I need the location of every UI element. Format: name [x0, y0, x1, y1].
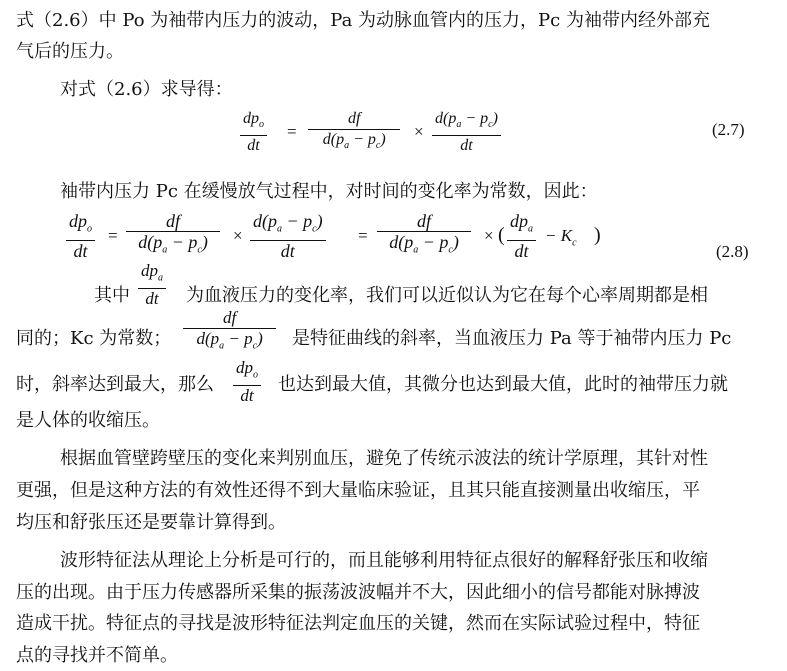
text-line: 也达到最大值，其微分也达到最大值，此时的袖带压力就: [278, 374, 728, 395]
fraction-lhs: $dp_o$ dt: [66, 212, 95, 260]
text-line: 其中: [94, 285, 130, 306]
text-line: 是特征曲线的斜率，当血液压力 Pa 等于袖带内压力 Pc: [292, 328, 732, 349]
fraction-dpa-dt: $\frac{d(p_a - p_c)}{dt}$: [432, 110, 501, 155]
text-line: 同的；Kc 为常数；: [16, 328, 172, 349]
text-line: 对式（2.6）求导得：: [60, 79, 233, 100]
fraction-dpa-dt: $\frac{d(p_a - p_c)}{dt}$: [250, 212, 326, 260]
equation-number: (2.7): [712, 120, 745, 139]
text-line: 波形特征法从理论上分析是可行的，而且能够利用特征点很好的解释舒张压和收缩: [60, 550, 708, 571]
fraction-dpa-dt: $dp_a$ dt: [138, 262, 166, 308]
fraction-df: $\frac{df}{d(p_a - p_c)}$: [308, 110, 400, 155]
fraction-lhs: $dp_o$ dt: [240, 110, 267, 155]
text-line: 点的寻找并不简单。: [16, 645, 178, 666]
paren-open: (: [498, 224, 505, 246]
equation-number: (2.8): [716, 242, 749, 261]
times-sign: ×: [484, 226, 494, 245]
text-line: 均压和舒张压还是要靠计算得到。: [16, 512, 286, 533]
equals-sign: =: [358, 226, 368, 245]
equals-sign: =: [287, 122, 297, 141]
text-line: 气后的压力。: [16, 41, 124, 62]
times-sign: ×: [233, 226, 243, 245]
text-line: 更强，但是这种方法的有效性还得不到大量临床验证，且其只能直接测量出收缩压，平: [16, 480, 700, 501]
fraction-df: $\frac{df}{d(p_a - p_c)}$: [126, 212, 220, 260]
text-line: 袖带内压力 Pc 在缓慢放气过程中，对时间的变化率为常数，因此：: [60, 181, 598, 202]
equals-sign: =: [108, 226, 118, 245]
text-line: 式（2.6）中 Po 为袖带内压力的波动，Pa 为动脉血管内的压力，Pc 为袖带内经外部充: [16, 10, 710, 31]
times-sign: ×: [414, 122, 424, 141]
text-line: 是人体的收缩压。: [16, 410, 160, 431]
text-line: 为血液压力的变化率，我们可以近似认为它在每个心率周期都是相: [186, 285, 708, 306]
fraction-df: $\frac{df}{d(p_a - p_c)}$: [377, 212, 471, 260]
text-line: 压的出现。由于压力传感器所采集的振荡波波幅并不大，因此细小的信号都能对脉搏波: [16, 582, 700, 603]
fraction-df-dpa-pc: $\frac{df}{d(p_a - p_c)}$: [183, 309, 276, 355]
text-line: 造成干扰。特征点的寻找是波形特征法判定血压的关键，然而在实际试验过程中，特征: [16, 613, 700, 634]
text-line: 根据血管壁跨壁压的变化来判别血压，避免了传统示波法的统计学原理，其针对性: [60, 448, 708, 469]
text-line: 时，斜率达到最大，那么: [16, 374, 214, 395]
minus-kc: − $K_c$: [545, 226, 577, 249]
fraction-dpo-dt: $dp_o$ dt: [233, 359, 261, 405]
fraction-dpa-dt: $dp_a$ dt: [507, 212, 536, 260]
paren-close: ): [594, 224, 601, 246]
